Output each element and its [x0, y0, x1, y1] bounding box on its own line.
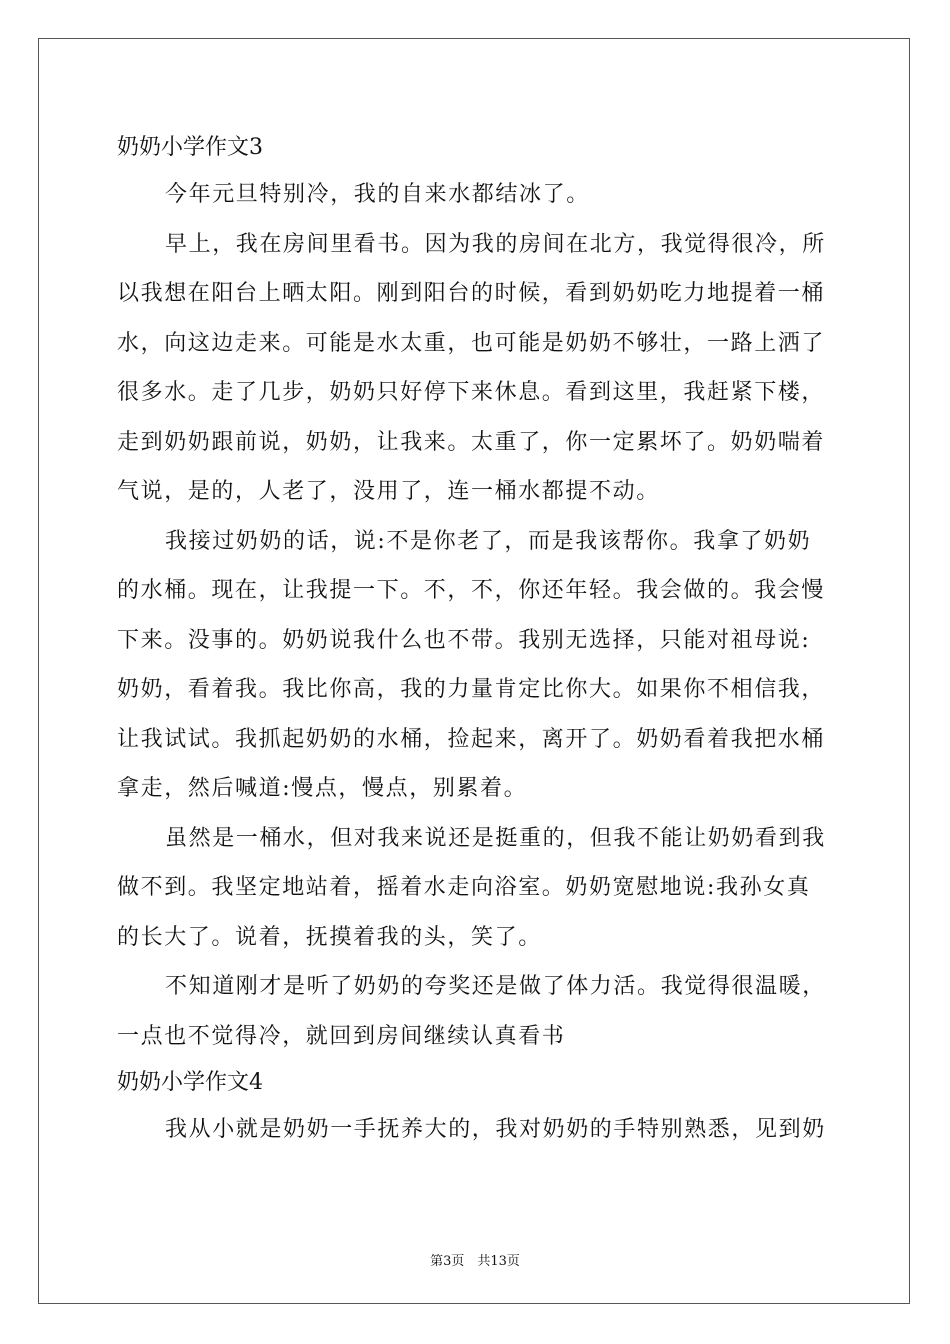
paragraph [117, 814, 837, 963]
text-line: 不知道刚才是听了奶奶的夸奖还是做了体力活。我觉得很温暖， [165, 974, 826, 999]
text-line: 下来。没事的。奶奶说我什么也不带。我别无选择，只能对祖母说: [117, 627, 811, 653]
text-line: 一点也不觉得冷，就回到房间继续认真看书 [117, 1023, 566, 1049]
text-line: 今年元旦特别冷，我的自来水都结冰了。 [165, 182, 590, 207]
document-body [117, 126, 837, 1155]
text-line: 做不到。我坚定地站着，摇着水走向浴室。奶奶宽慰地说:我孙女真 [117, 875, 811, 900]
text-line: 走到奶奶跟前说，奶奶，让我来。太重了，你一定累坏了。奶奶喘着 [117, 429, 826, 455]
paragraph [117, 962, 837, 1061]
paragraph [117, 220, 837, 517]
paragraph [117, 517, 837, 814]
paragraph [117, 170, 837, 220]
text-line: 我从小就是奶奶一手抚养大的，我对奶奶的手特别熟悉，见到奶 [165, 1117, 826, 1142]
text-line: 的长大了。说着，抚摸着我的头，笑了。 [117, 924, 542, 950]
section-title: 奶奶小学作文3 [117, 135, 263, 160]
page-footer: 第3页 共13页 [430, 1254, 520, 1269]
text-line: 气说，是的，人老了，没用了，连一桶水都提不动。 [117, 479, 660, 504]
text-line: 以我想在阳台上晒太阳。刚到阳台的时候，看到奶奶吃力地提着一桶 [117, 281, 826, 306]
text-line: 水，向这边走来。可能是水太重，也可能是奶奶不够壮，一路上洒了 [117, 330, 826, 356]
section-title: 奶奶小学作文4 [117, 1070, 263, 1095]
text-line: 拿走，然后喊道:慢点，慢点，别累着。 [117, 776, 528, 801]
text-line: 虽然是一桶水，但对我来说还是挺重的，但我不能让奶奶看到我 [165, 825, 826, 851]
text-line: 早上，我在房间里看书。因为我的房间在北方，我觉得很冷，所 [165, 231, 826, 257]
text-line: 的水桶。现在，让我提一下。不，不，你还年轻。我会做的。我会慢 [117, 578, 826, 603]
text-line: 让我试试。我抓起奶奶的水桶，捡起来，离开了。奶奶看着我把水桶 [117, 726, 826, 752]
text-line: 我接过奶奶的话，说:不是你老了，而是我该帮你。我拿了奶奶 [165, 528, 812, 554]
paragraph [117, 1105, 837, 1155]
text-line: 奶奶，看着我。我比你高，我的力量肯定比你大。如果你不相信我， [117, 677, 826, 702]
text-line: 很多水。走了几步，奶奶只好停下来休息。看到这里，我赶紧下楼， [117, 380, 826, 405]
